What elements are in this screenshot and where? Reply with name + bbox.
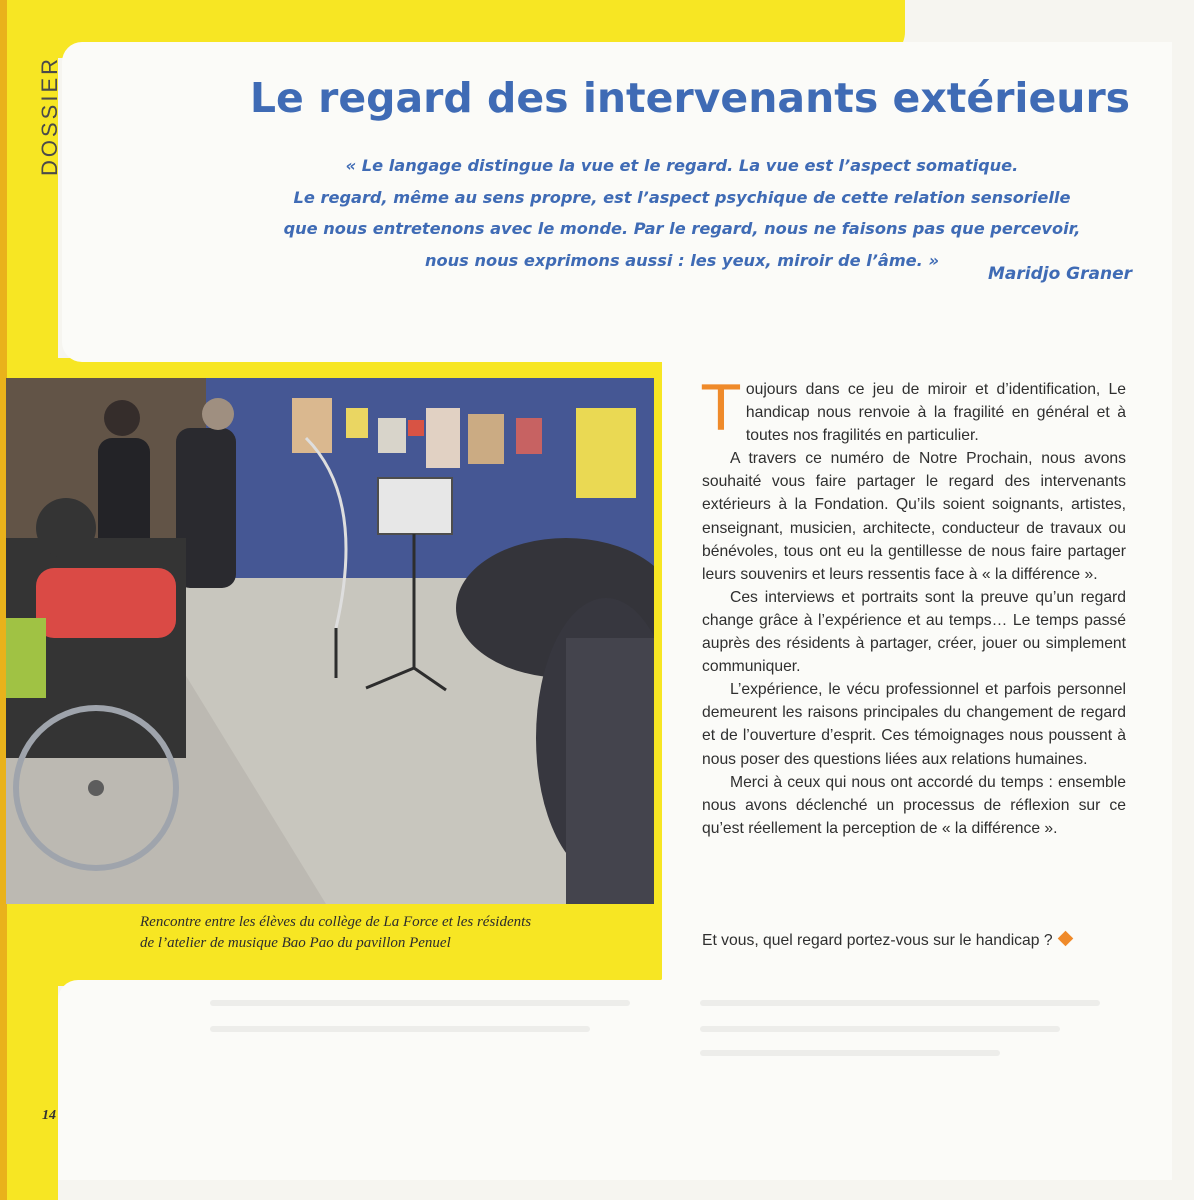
quote-line: Le regard, même au sens propre, est l’aspect psychique de cette relation sensorielle bbox=[293, 187, 1071, 207]
photo-illustration bbox=[6, 378, 654, 904]
photo-caption bbox=[140, 912, 640, 954]
paragraph-text: oujours dans ce jeu de miroir et d’identification, Le handicap nous renvoie à la fragilité en général et à toutes nos fragilités en particulier. bbox=[745, 381, 1126, 445]
quote-line: que nous entretenons avec le monde. Par le regard, nous ne faisons pas que percevoir, bbox=[283, 219, 1081, 238]
article-paragraph: L’expérience, le vécu professionnel et parfois personnel demeurent les raisons principales du changement de regard et de l’ouverture d’esprit. Ces témoignages nous poussent à nous poser des questions liées aux relations humaines. bbox=[702, 681, 1126, 768]
show-through-line bbox=[700, 1026, 1060, 1032]
page-number: 14 bbox=[42, 1108, 56, 1123]
caption-line: de l’atelier de musique Bao Pao du pavillon Penuel bbox=[140, 935, 451, 951]
show-through-line bbox=[210, 1026, 590, 1032]
quote-line: « Le langage distingue la vue et le regard. La vue est l’aspect somatique. bbox=[345, 156, 1019, 175]
article-paragraph: A travers ce numéro de Notre Prochain, nous avons souhaité vous faire partager le regard des intervenants extérieurs à la Fondation. Qu’ils soient soignants, artistes, enseignant, musicien, architecte, conducteur de travaux ou bénévoles, tous ont eu la gentillesse de nous faire partager leurs souvenirs et leurs ressentis face à « la différence ». bbox=[702, 450, 1126, 583]
show-through-line bbox=[210, 1000, 630, 1006]
section-label-text: DOSSIER bbox=[37, 55, 62, 177]
article-paragraph bbox=[702, 372, 1126, 447]
footer-panel bbox=[58, 980, 1172, 1180]
page-title: Le regard des intervenants extérieurs bbox=[249, 74, 1131, 122]
article-paragraph: Ces interviews et portraits sont la preuve qu’un regard change grâce à l’expérience et au temps… Le temps passé auprès des résidents à partager, créer, jouer ou simplement communiquer. bbox=[702, 588, 1126, 676]
end-mark-icon bbox=[1057, 931, 1073, 947]
closing-question bbox=[702, 932, 1142, 950]
article-body bbox=[702, 372, 1126, 840]
drop-cap: T bbox=[702, 372, 740, 445]
epigraph-quote bbox=[262, 150, 1102, 276]
show-through-line bbox=[700, 1000, 1100, 1006]
closing-text: Et vous, quel regard portez-vous sur le handicap ? bbox=[702, 932, 1053, 949]
caption-line: Rencontre entre les élèves du collège de La Force et les résidents bbox=[140, 914, 532, 930]
article-paragraph: Merci à ceux qui nous ont accordé du temps : ensemble nous avons déclenché un processus de réflexion sur ce qu’est réellement la perception de « la différence ». bbox=[702, 773, 1126, 837]
quote-author: Maridjo Graner bbox=[987, 264, 1132, 284]
quote-line: nous nous exprimons aussi : les yeux, miroir de l’âme. » bbox=[425, 250, 939, 270]
section-label bbox=[30, 46, 70, 186]
show-through-line bbox=[700, 1050, 1000, 1056]
event-photo bbox=[6, 378, 654, 904]
